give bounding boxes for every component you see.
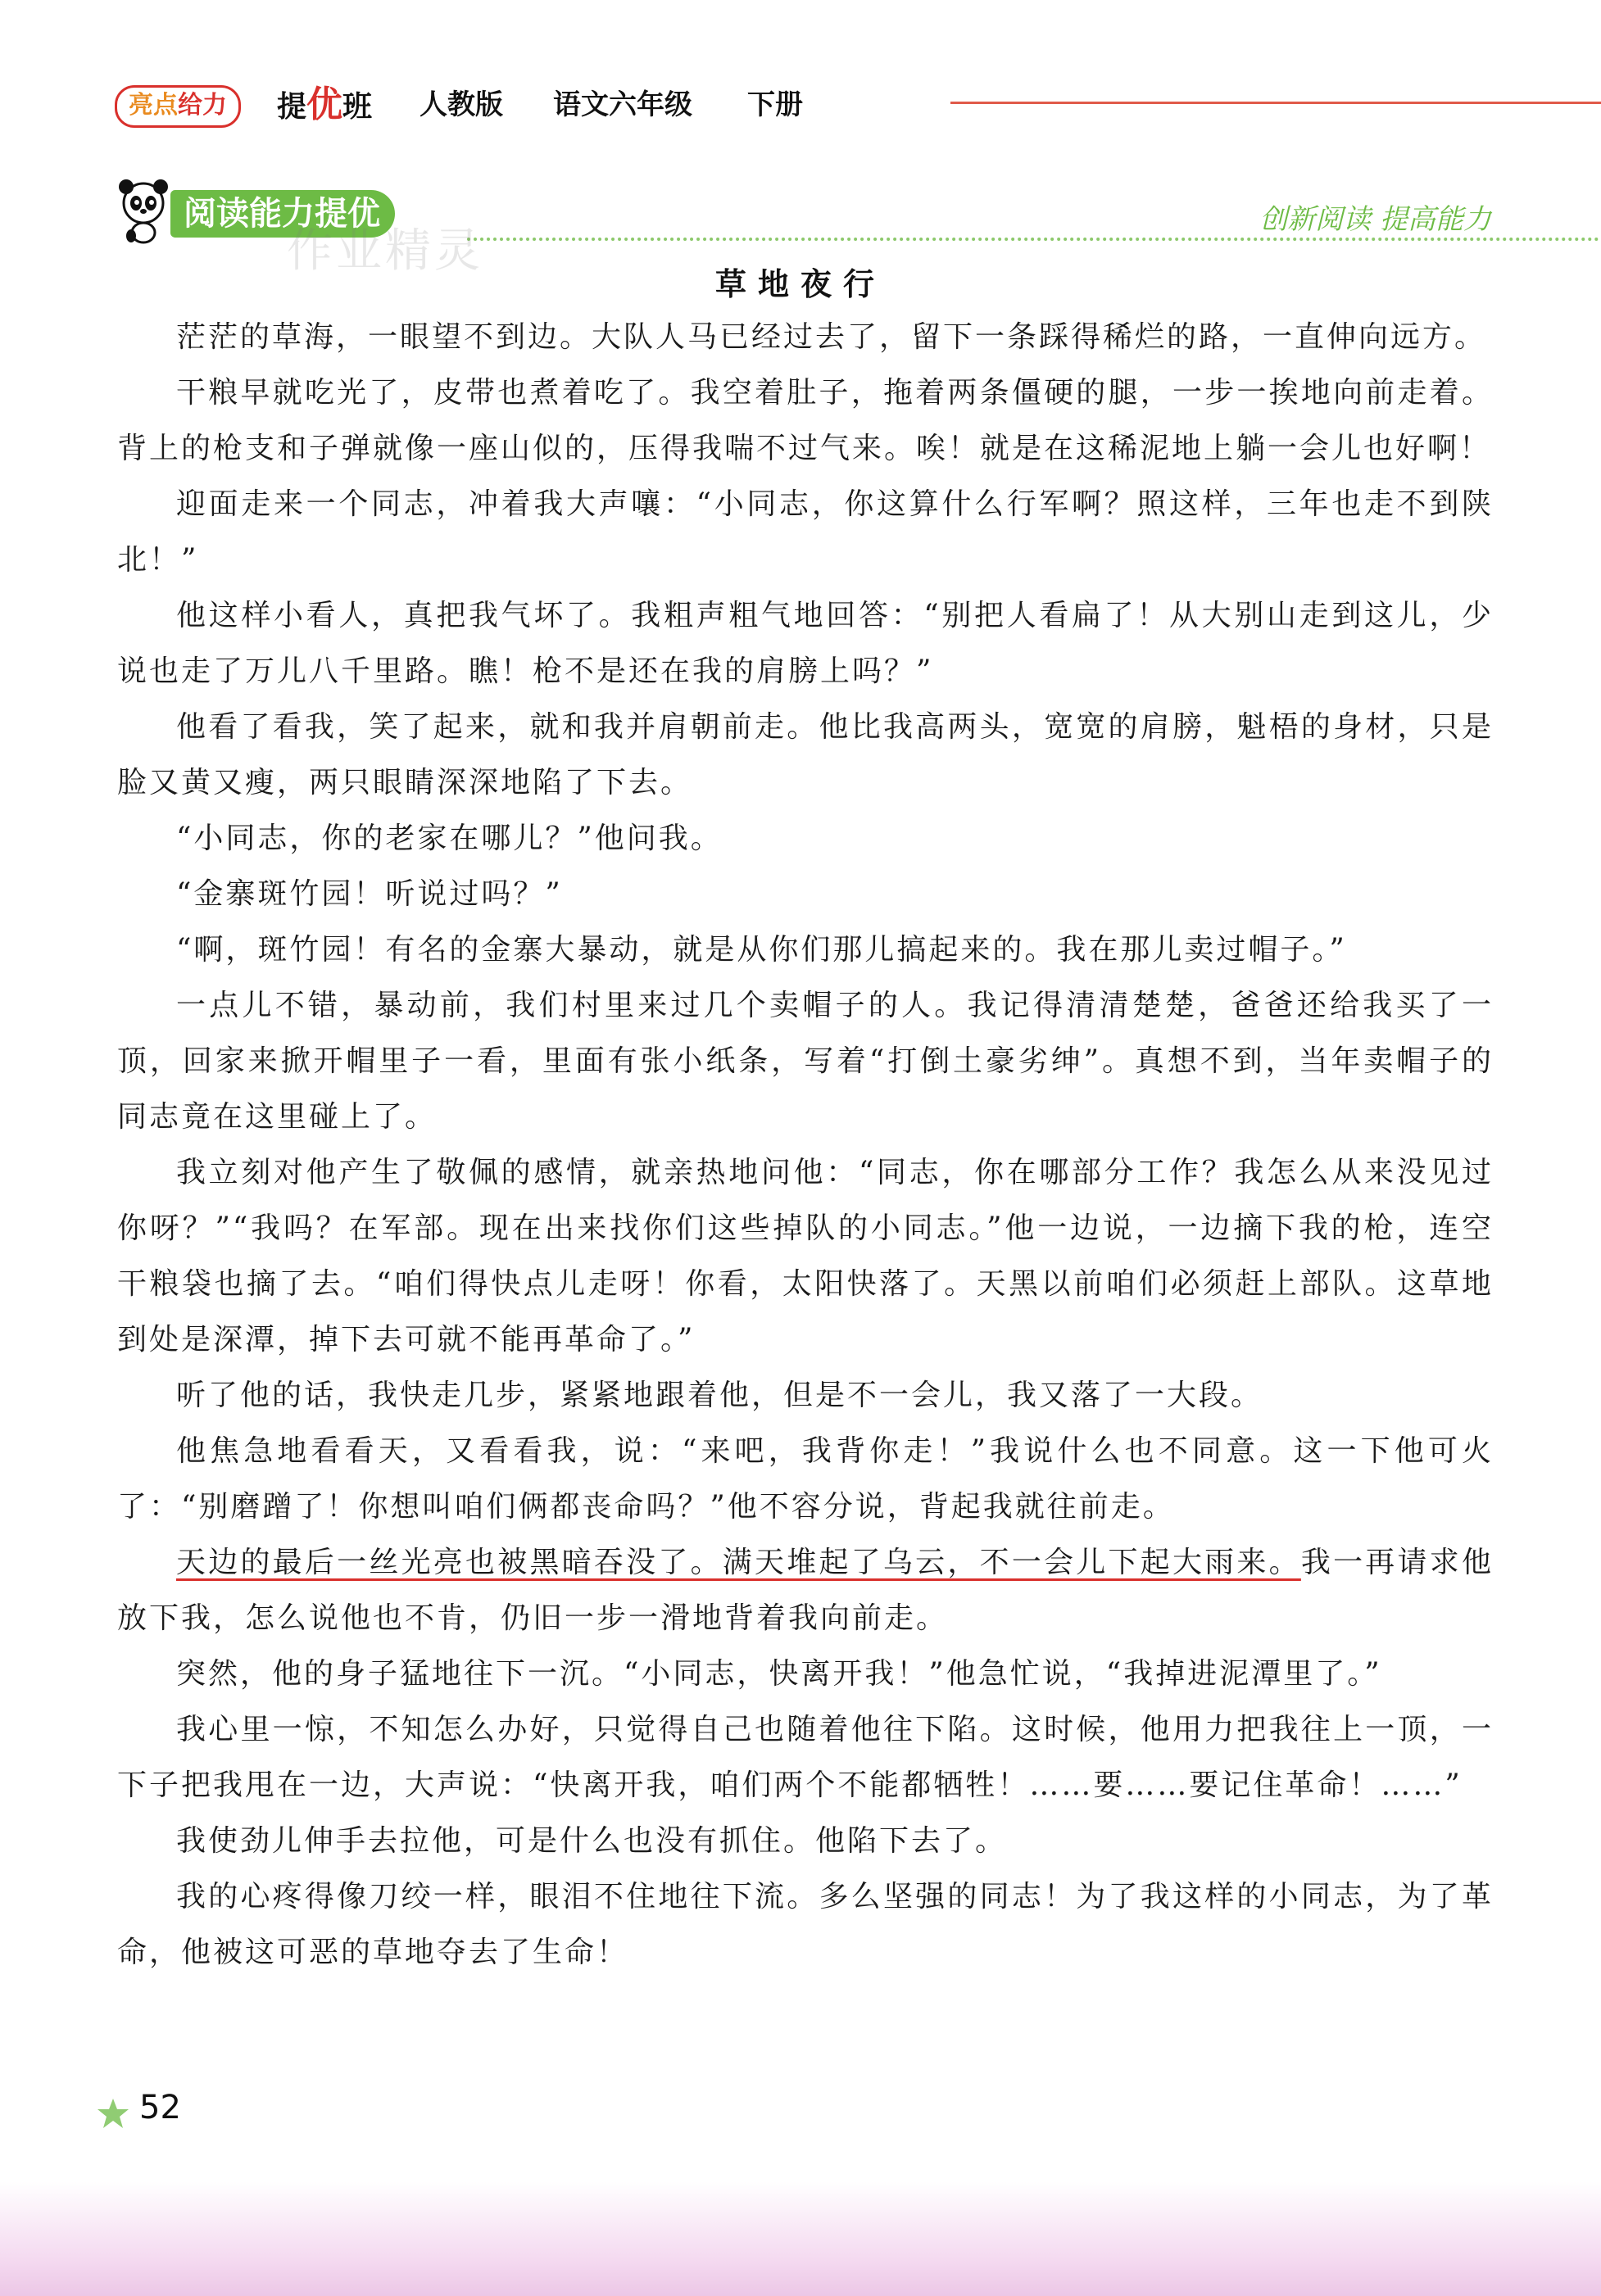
header-rule [950, 102, 1601, 104]
paragraph: 我的心疼得像刀绞一样，眼泪不住地往下流。多么坚强的同志！为了我这样的小同志，为了革命，他被这可恶的草地夺去了生命！ [117, 1880, 1494, 1969]
paragraph: 他这样小看人，真把我气坏了。我粗声粗气地回答：“别把人看扁了！从大别山走到这儿，少说也走了万儿八千里路。瞧！枪不是还在我的肩膀上吗？” [117, 599, 1494, 688]
paragraph: “啊，斑竹园！有名的金寨大暴动，就是从你们那儿搞起来的。我在那儿卖过帽子。” [176, 933, 1347, 967]
section-dotted-rule [467, 238, 1601, 241]
underlined-sentence: 天边的最后一丝光亮也被黑暗吞没了。满天堆起了乌云，不一会儿下起大雨来。 [176, 1546, 1301, 1579]
paragraph: 我心里一惊，不知怎么办好，只觉得自己也随着他往下陷。这时候，他用力把我往上一顶，一下子把我甩在一边，大声说：“快离开我，咱们两个不能都牺牲！……要……要记住革命！……” [117, 1713, 1494, 1802]
brand-badge-part-a: 亮点 [129, 91, 178, 120]
paragraph: 突然，他的身子猛地往下一沉。“小同志，快离开我！”他急忙说，“我掉进泥潭里了。” [176, 1657, 1382, 1691]
article-title: 草地夜行 [714, 266, 886, 302]
paragraph: 干粮早就吃光了，皮带也煮着吃了。我空着肚子，拖着两条僵硬的腿，一步一挨地向前走着。背上的枪支和子弹就像一座山似的，压得我喘不过气来。唉！就是在这稀泥地上躺一会儿也好啊！ [117, 376, 1494, 465]
volume-label: 下册 [747, 88, 803, 121]
page-header [115, 82, 1508, 131]
paragraph-underlined [117, 1535, 1494, 1646]
watermark: 作业精灵 [287, 224, 483, 278]
article-body [117, 310, 1494, 1981]
paragraph: “小同志，你的老家在哪儿？”他问我。 [176, 822, 723, 855]
series-name: 提优班 [277, 84, 373, 125]
paragraph: “金寨斑竹园！听说过吗？” [176, 877, 563, 911]
paragraph: 他看了看我，笑了起来，就和我并肩朝前走。他比我高两头，宽宽的肩膀，魁梧的身材，只是脸又黄又瘦，两只眼睛深深地陷了下去。 [117, 710, 1494, 799]
paragraph: 茫茫的草海，一眼望不到边。大队人马已经过去了，留下一条踩得稀烂的路，一直伸向远方。 [176, 320, 1487, 354]
section-title: 阅读能力提优 [170, 190, 395, 238]
panda-icon [115, 179, 172, 244]
star-icon [97, 2097, 129, 2130]
section-tagline: 创新阅读 提高能力 [1259, 203, 1491, 236]
footer-decoration [0, 2181, 1601, 2296]
paragraph: 迎面走来一个同志，冲着我大声嚷：“小同志，你这算什么行军啊？照这样，三年也走不到陕北！” [117, 487, 1494, 577]
subject-label: 语文六年级 [553, 88, 692, 121]
paragraph-rest: 我一再请求他放下我，怎么说他也不肯，仍旧一步一滑地背着我向前走。 [117, 1546, 1494, 1635]
paragraph: 一点儿不错，暴动前，我们村里来过几个卖帽子的人。我记得清清楚楚，爸爸还给我买了一顶，回家来掀开帽里子一看，里面有张小纸条，写着“打倒土豪劣绅”。真想不到，当年卖帽子的同志竟在这里碰上了。 [117, 989, 1494, 1134]
paragraph: 我使劲儿伸手去拉他，可是什么也没有抓住。他陷下去了。 [176, 1824, 1008, 1858]
page-number: 52 [139, 2089, 181, 2126]
brand-badge-part-b: 给力 [178, 91, 227, 120]
edition-label: 人教版 [420, 88, 503, 121]
paragraph: 我立刻对他产生了敬佩的感情，就亲热地问他：“同志，你在哪部分工作？我怎么从来没见过你呀？”“我吗？在军部。现在出来找你们这些掉队的小同志。”他一边说，一边摘下我的枪，连空干粮袋也摘了去。“咱们得快点儿走呀！你看，太阳快落了。天黑以前咱们必须赶上部队。这草地到处是深潭，掉下去可就不能再革命了。” [117, 1156, 1494, 1356]
paragraph: 他焦急地看看天，又看看我，说：“来吧，我背你走！”我说什么也不同意。这一下他可火了：“别磨蹭了！你想叫咱们俩都丧命吗？”他不容分说，背起我就往前走。 [117, 1434, 1494, 1524]
brand-badge [115, 85, 241, 128]
paragraph: 听了他的话，我快走几步，紧紧地跟着他，但是不一会儿，我又落了一大段。 [176, 1379, 1263, 1412]
